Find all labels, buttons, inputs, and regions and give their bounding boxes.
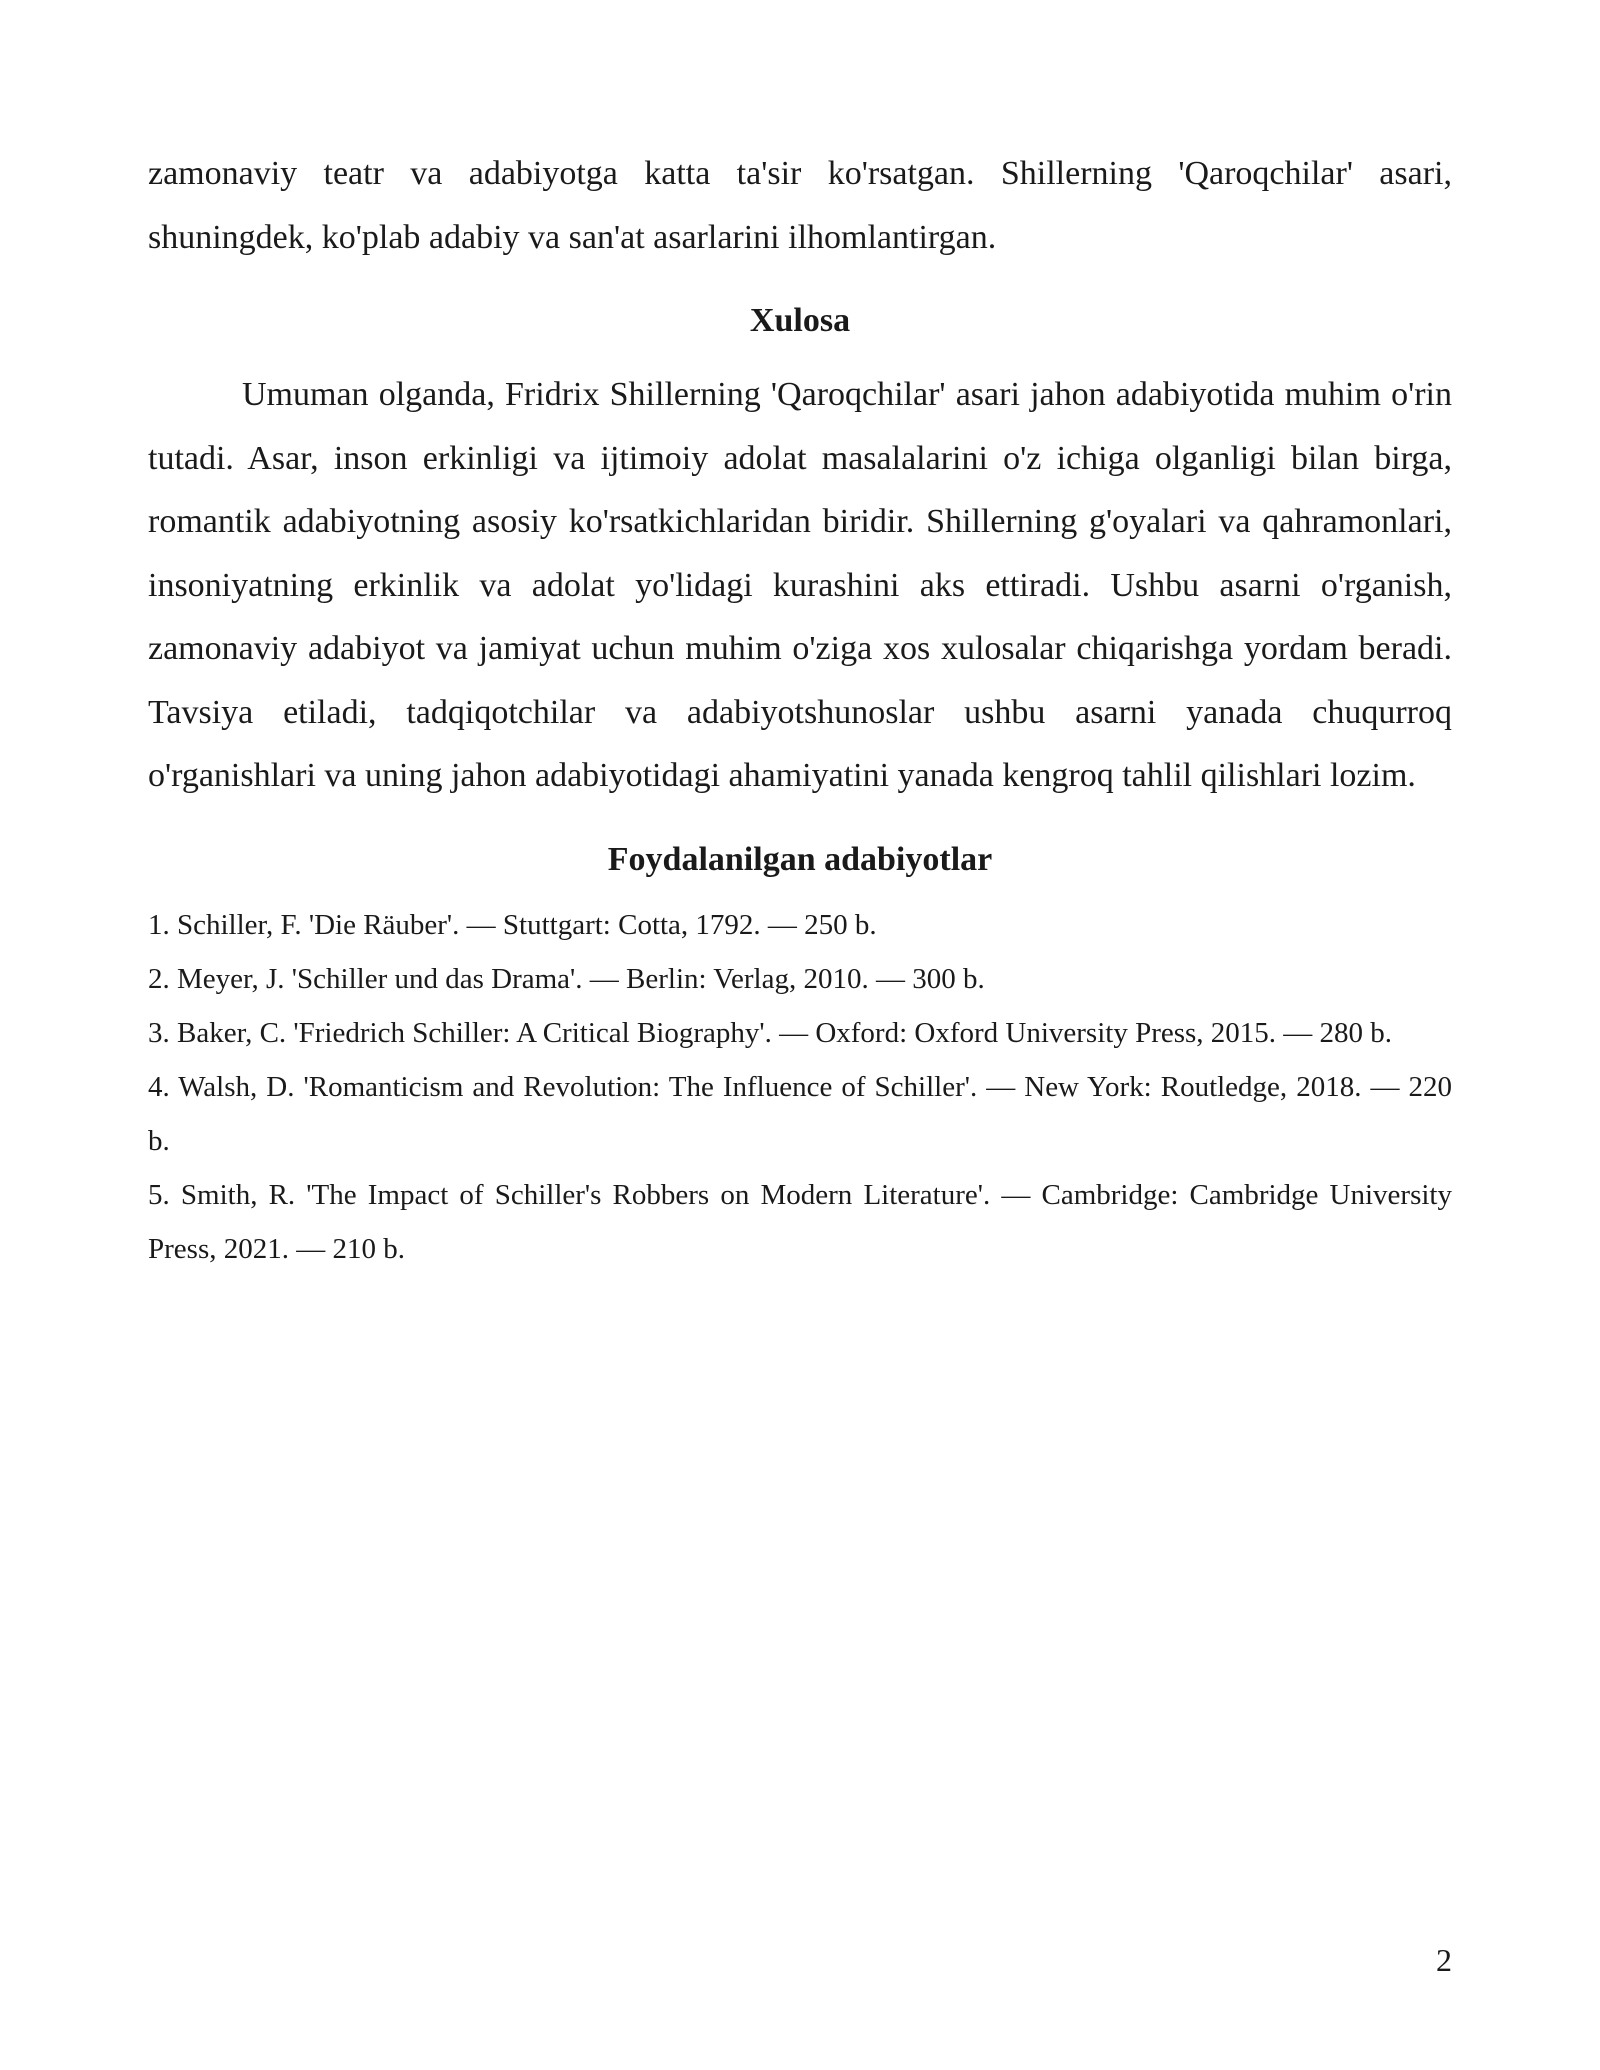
conclusion-paragraph: Umuman olganda, Fridrix Shillerning 'Qaroqchilar' asari jahon adabiyotida muhim o'rin tutadi. Asar, inson erkinligi va ijtimoiy adolat masalalarini o'z ichiga olganligi bilan birga, romantik adabiyotning asosiy ko'rsatkichlaridan biridir. Shillerning g'oyalari va qahramonlari, insoniyatning erkinlik va adolat yo'lidagi kurashini aks ettiradi. Ushbu asarni o'rganish, zamonaviy adabiyot va jamiyat uchun muhim o'ziga xos xulosalar chiqarishga yordam beradi. Tavsiya etiladi, tadqiqotchilar va adabiyotshunoslar ushbu asarni yanada chuqurroq o'rganishlari va uning jahon adabiyotidagi ahamiyatini yanada kengroq tahlil qilishlari lozim. [148, 376, 1452, 794]
references-list [148, 898, 1452, 1276]
reference-item: 5. Smith, R. 'The Impact of Schiller's Robbers on Modern Literature'. — Cambridge: Cambridge University Press, 2021. — 210 b. [148, 1178, 1452, 1265]
conclusion-heading: Xulosa [749, 302, 851, 339]
reference-item: 2. Meyer, J. 'Schiller und das Drama'. — Berlin: Verlag, 2010. — 300 b. [148, 962, 985, 995]
reference-item: 1. Schiller, F. 'Die Räuber'. — Stuttgart: Cotta, 1792. — 250 b. [148, 908, 877, 941]
intro-paragraph: zamonaviy teatr va adabiyotga katta ta'sir ko'rsatgan. Shillerning 'Qaroqchilar' asari, shuningdek, ko'plab adabiy va san'at asarlarini ilhomlantirgan. [148, 155, 1452, 256]
reference-item: 3. Baker, C. 'Friedrich Schiller: A Critical Biography'. — Oxford: Oxford University Press, 2015. — 280 b. [148, 1016, 1393, 1049]
document-page [148, 142, 1452, 1276]
reference-item: 4. Walsh, D. 'Romanticism and Revolution: The Influence of Schiller'. — New York: Routledge, 2018. — 220 b. [148, 1070, 1452, 1157]
references-heading: Foydalanilgan adabiyotlar [607, 840, 993, 878]
page-number: 2 [1436, 1942, 1452, 1978]
